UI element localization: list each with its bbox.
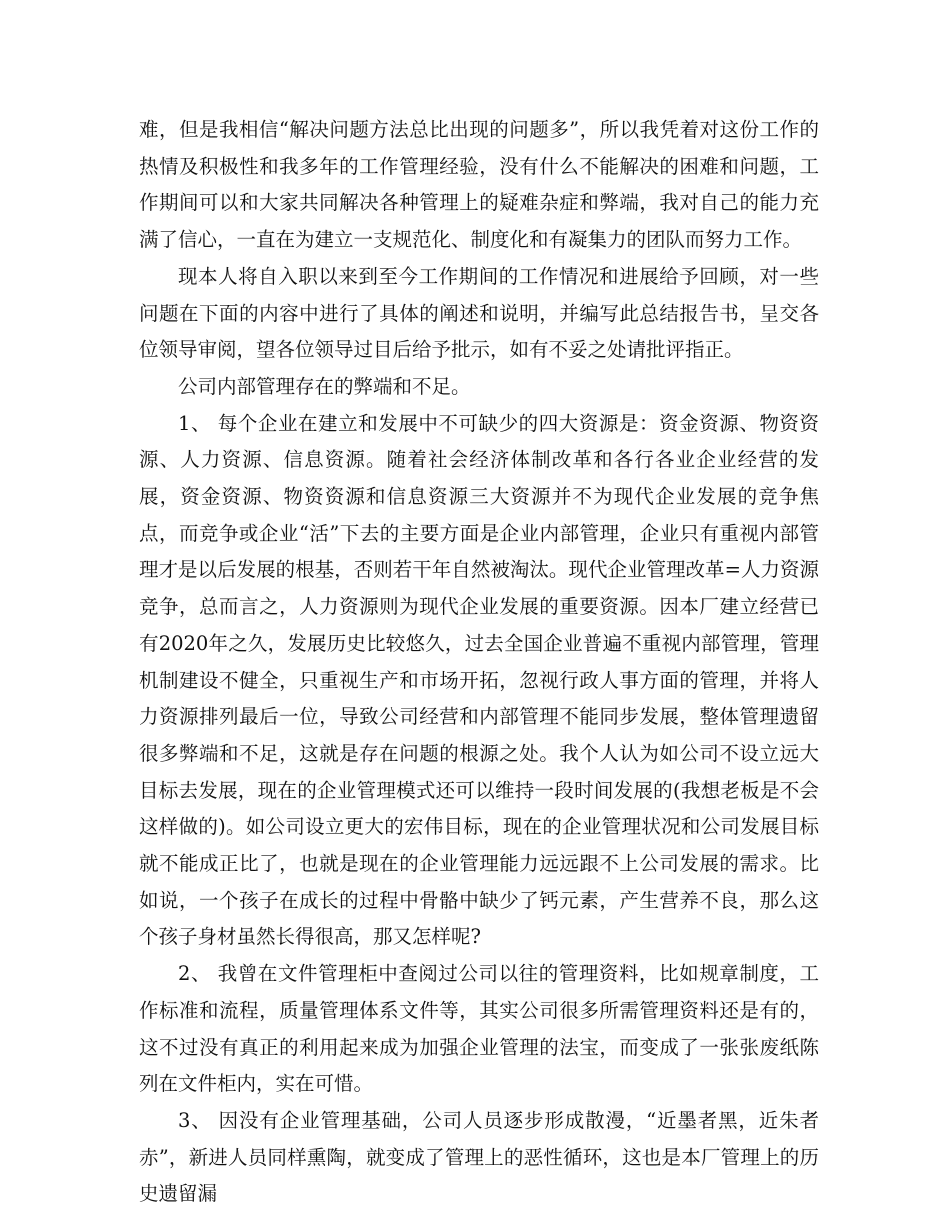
paragraph-review-intro: 现本人将自入职以来到至今工作期间的工作情况和进展给予回顾，对一些问题在下面的内容中进行了具体的阐述和说明，并编写此总结报告书，呈交各位领导审阅，望各位领导过目后给予批示，如有不妥之处请批评指正。 [139, 264, 819, 362]
section-heading: 公司内部管理存在的弊端和不足。 [178, 374, 471, 398]
paragraph-item-2: 2、 我曾在文件管理柜中查阅过公司以往的管理资料，比如规章制度，工作标准和流程，质量管理体系文件等，其实公司很多所需管理资料还是有的，这不过没有真正的利用起来成为加强企业管理的法宝，而变成了一张张废纸陈列在文件柜内，实在可惜。 [139, 962, 819, 1096]
paragraph-continued: 难，但是我相信“解决问题方法总比出现的问题多”，所以我凭着对这份工作的热情及积极性和我多年的工作管理经验，没有什么不能解决的困难和问题，工作期间可以和大家共同解决各种管理上的疑难杂症和弊端，我对自己的能力充满了信心，一直在为建立一支规范化、制度化和有凝集力的团队而努力工作。 [139, 118, 819, 252]
document-body [139, 112, 819, 1213]
paragraph-item-1: 1、 每个企业在建立和发展中不可缺少的四大资源是：资金资源、物资资源、人力资源、信息资源。随着社会经济体制改革和各行各业企业经营的发展，资金资源、物资资源和信息资源三大资源并不为现代企业发展的竞争焦点，而竞争或企业“活”下去的主要方面是企业内部管理，企业只有重视内部管理才是以后发展的根基，否则若干年自然被淘汰。现代企业管理改革=人力资源竞争，总而言之，人力资源则为现代企业发展的重要资源。因本厂建立经营已有2020年之久，发展历史比较悠久，过去全国企业普遍不重视内部管理，管理机制建设不健全，只重视生产和市场开拓，忽视行政人事方面的管理，并将人力资源排列最后一位，导致公司经营和内部管理不能同步发展，整体管理遗留很多弊端和不足，这就是存在问题的根源之处。我个人认为如公司不设立远大目标去发展，现在的企业管理模式还可以维持一段时间发展的(我想老板是不会这样做的)。如公司设立更大的宏伟目标，现在的企业管理状况和公司发展目标就不能成正比了，也就是现在的企业管理能力远远跟不上公司发展的需求。比如说，一个孩子在成长的过程中骨骼中缺少了钙元素，产生营养不良，那么这个孩子身材虽然长得很高，那又怎样呢? [139, 411, 819, 949]
paragraph-item-3: 3、 因没有企业管理基础，公司人员逐步形成散漫，“近墨者黑，近朱者赤”，新进人员同样熏陶，就变成了管理上的恶性循环，这也是本厂管理上的历史遗留漏 [139, 1108, 819, 1206]
